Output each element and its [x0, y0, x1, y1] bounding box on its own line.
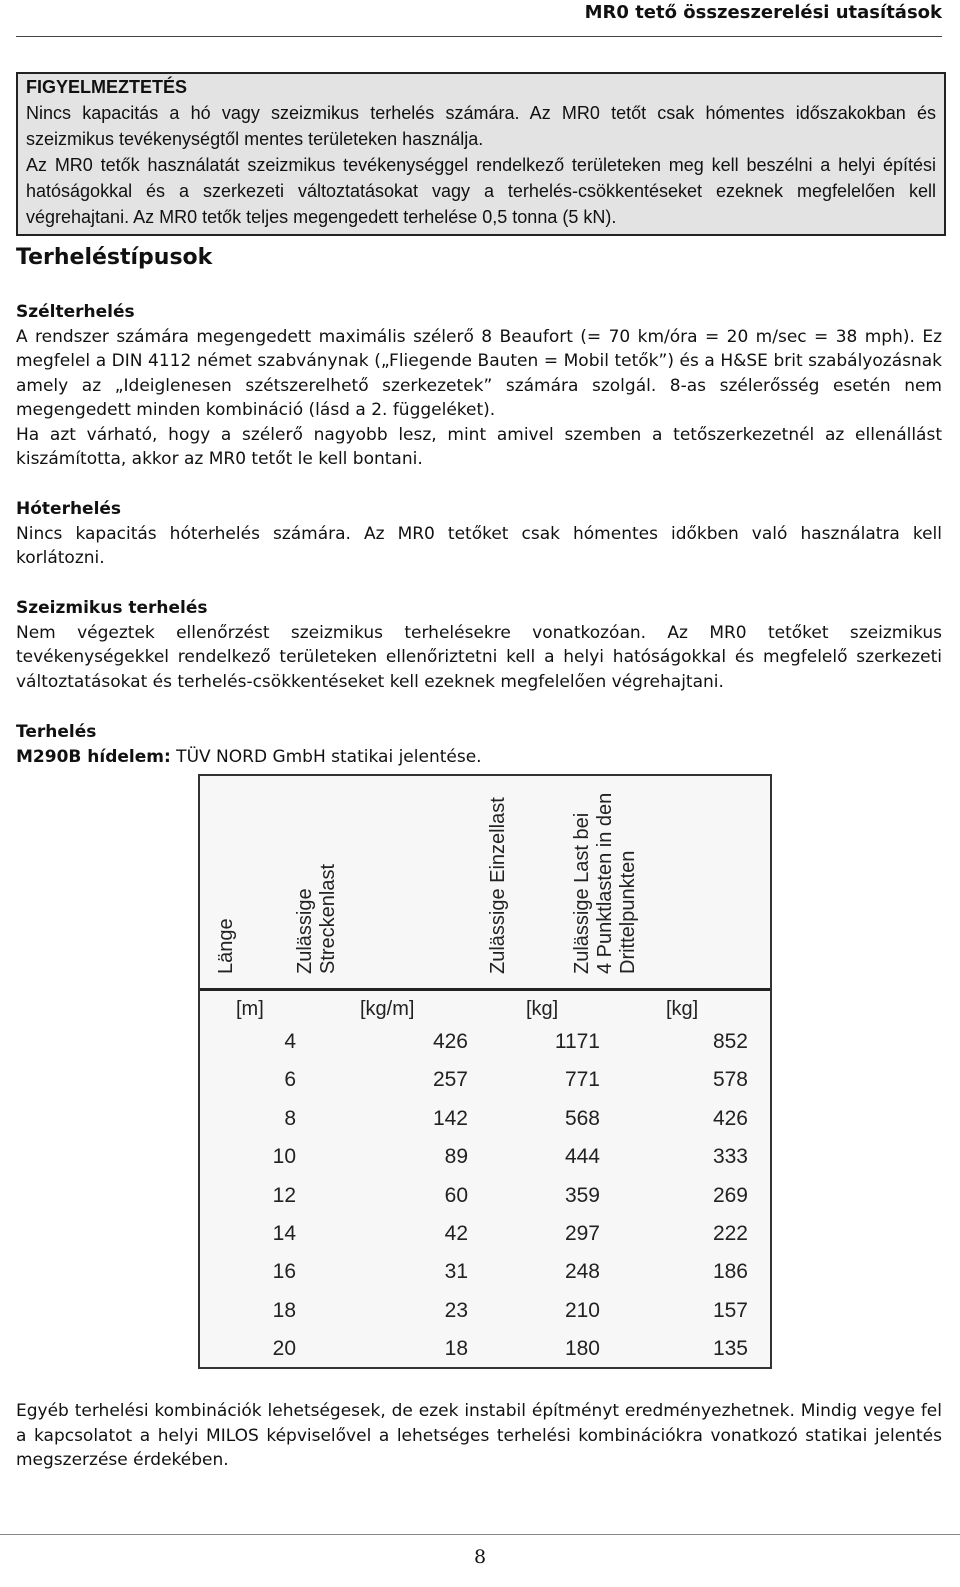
warning-text-2: Az MR0 tetők használatát szeizmikus tevékenységgel rendelkező területeken meg kell beszélni a helyi építési hatóságokkal és a szerkezeti változtatásokat vagy a terhelés-csökkentéseket ezeknek megfelelően kell végrehajtani. Az MR0 tetők teljes megengedett terhelése 0,5 tonna (5 kN). [26, 155, 936, 227]
table-cell: 16 [272, 1260, 296, 1284]
load-line [16, 745, 942, 770]
seismic-paragraph: Nem végeztek ellenőrzést szeizmikus terhelésekre vonatkozóan. Az MR0 tetőket szeizmikus tevékenységekkel rendelkező területeken ellenőriztetni kell a helyi hatóságokkal és megfelelő szerkezeti változtatásokat és terhelés-csökkentéseket kell ezeknek megfelelően végrehajtani. [16, 622, 942, 692]
col-header-four-point-load: Zulässige Last bei 4 Punktlasten in den Drittelpunkten [571, 792, 639, 974]
table-cell: 568 [564, 1106, 600, 1130]
col-header-point-load: Zulässige Einzellast [487, 797, 509, 974]
table-row [200, 1101, 770, 1139]
table-cell: 578 [712, 1068, 748, 1092]
warning-title: FIGYELMEZTETÉS [26, 77, 188, 97]
load-heading: Terhelés [16, 722, 97, 742]
table-cell: 297 [564, 1221, 600, 1245]
snow-section [16, 497, 942, 571]
table-cell: 157 [712, 1298, 748, 1322]
load-section [16, 720, 942, 769]
wind-paragraph-1: A rendszer számára megengedett maximális szélerő 8 Beaufort (= 70 km/óra = 20 m/sec = 38 mph). Ez megfelel a DIN 4112 német szabványnak („Fliegende Bauten = Mobil tetők”) és a H&SE brit szabályozásnak amely az „Ideiglenesen szétszerelhető szerkezetek” számára szolgál. 8-as szélerősség esetén nem megengedett minden kombináció (lásd a 2. függeléket). [16, 326, 942, 420]
table-cell: 42 [444, 1221, 468, 1245]
load-table [198, 774, 772, 1369]
table-row [200, 1139, 770, 1177]
table-cell: 23 [444, 1298, 468, 1322]
table-cell: 8 [284, 1106, 296, 1130]
load-rest: TÜV NORD GmbH statikai jelentése. [170, 746, 482, 767]
warning-box [16, 72, 946, 236]
table-cell: 426 [432, 1030, 468, 1053]
table-cell: 852 [712, 1030, 748, 1053]
table-row [200, 1024, 770, 1062]
table-cell: 186 [712, 1260, 748, 1284]
table-row [200, 1216, 770, 1254]
closing-section [16, 1399, 942, 1473]
table-cell: 210 [564, 1298, 600, 1322]
table-cell: 333 [712, 1145, 748, 1169]
section-title: Terheléstípusok [16, 245, 213, 270]
table-row [200, 1178, 770, 1216]
table-cell: 6 [284, 1068, 296, 1092]
table-row [200, 1331, 770, 1369]
table-cell: 426 [712, 1106, 748, 1130]
unit-point: [kg] [526, 998, 559, 1020]
wind-paragraph-2: Ha azt várható, hogy a szélerő nagyobb lesz, mint amivel szemben a tetőszerkezetnél az ellenállást kiszámította, akkor az MR0 tetőt le kell bontani. [16, 424, 942, 469]
table-row [200, 1293, 770, 1331]
table-cell: 359 [564, 1183, 600, 1207]
page-header [16, 0, 942, 37]
table-cell: 20 [272, 1337, 296, 1361]
unit-four-point: [kg] [666, 998, 699, 1020]
table-cell: 18 [444, 1337, 468, 1361]
header-title: MR0 tető összeszerelési utasítások [584, 2, 942, 23]
table-cell: 89 [444, 1145, 468, 1169]
table-cell: 257 [432, 1068, 468, 1092]
table-cell: 135 [712, 1337, 748, 1361]
table-cell: 18 [272, 1298, 296, 1322]
table-row [200, 1254, 770, 1292]
footer-rule [0, 1534, 960, 1535]
table-body [200, 1024, 770, 1370]
closing-paragraph: Egyéb terhelési kombinációk lehetségesek, de ezek instabil építményt eredményezhetnek. Mindig vegye fel a kapcsolatot a helyi MILOS képviselővel a lehetséges terhelési kombinációkra vonatkozó statikai jelentés megszerzése érdekében. [16, 1401, 942, 1470]
seismic-heading: Szeizmikus terhelés [16, 598, 208, 618]
table-cell: 1171 [554, 1030, 600, 1053]
table-cell: 12 [272, 1183, 296, 1207]
col-header-length: Länge [215, 918, 237, 974]
warning-text-1: Nincs kapacitás a hó vagy szeizmikus terhelés számára. Az MR0 tetőt csak hómentes időszakokban és szeizmikus tevékenységtől mentes területeken használja. [26, 103, 936, 149]
table-cell: 444 [564, 1145, 600, 1169]
snow-paragraph: Nincs kapacitás hóterhelés számára. Az MR0 tetőket csak hómentes időkben való használatra kell korlátozni. [16, 523, 942, 568]
col-header-distributed-load: Zulässige Streckenlast [294, 863, 339, 974]
wind-heading: Szélterhelés [16, 302, 135, 322]
page-number: 8 [473, 1546, 487, 1568]
unit-length: [m] [236, 998, 264, 1020]
table-cell: 10 [272, 1145, 296, 1169]
wind-section [16, 300, 942, 472]
table-header-row [200, 776, 770, 991]
table-cell: 222 [712, 1221, 748, 1245]
load-bold-label: M290B hídelem: [16, 746, 171, 767]
table-cell: 4 [284, 1030, 296, 1053]
table-cell: 14 [272, 1221, 296, 1245]
table-cell: 771 [564, 1068, 600, 1092]
table-cell: 269 [712, 1183, 748, 1207]
table-cell: 248 [564, 1260, 600, 1284]
seismic-section [16, 596, 942, 694]
unit-distributed: [kg/m] [360, 998, 415, 1020]
table-cell: 31 [444, 1260, 468, 1284]
table-cell: 142 [432, 1106, 468, 1130]
table-row [200, 1062, 770, 1100]
table-cell: 180 [564, 1337, 600, 1361]
table-cell: 60 [444, 1183, 468, 1207]
snow-heading: Hóterhelés [16, 499, 122, 519]
